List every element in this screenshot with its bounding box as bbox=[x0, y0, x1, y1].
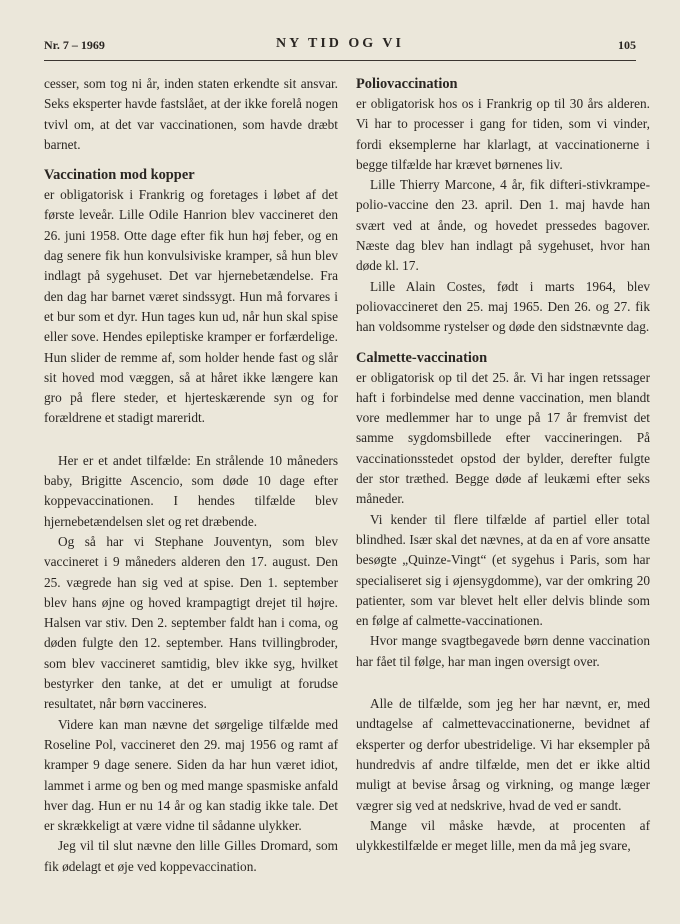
paragraph: Videre kan man nævne det sørgelige tilfælde med Roseline Pol, vaccineret den 29. maj 1956 og ramt af kramper 9 dage senere. Siden da har hun været idiot, lammet i arme og ben og med mange spasmiske anfald hver dag. Hun er nu 14 år og kan stadig ikke tale. Det er skrækkeligt at være vidne til sådanne ulykker. bbox=[44, 716, 338, 834]
left-column bbox=[44, 74, 338, 877]
paragraph: Lille Alain Costes, født i marts 1964, blev poliovaccineret den 25. maj 1965. Den 26. og 27. fik han voldsomme rystelser og døde den sidstnævnte dag. bbox=[356, 278, 650, 335]
paragraph: Alle de tilfælde, som jeg her har nævnt, er, med undtagelse af calmettevaccinationerne, bevidnet af eksperter og derfor ubestridelige. Vi har eksempler på hundredvis af andre tilfælde, men det er ikke altid muligt at bevise årsag og virkning, og mange læger vægrer sig ved at nedskrive, hvad de ved er sandt. bbox=[356, 696, 650, 813]
running-header bbox=[44, 34, 636, 54]
section-heading: Vaccination mod kopper bbox=[44, 167, 195, 184]
right-column bbox=[356, 74, 650, 856]
issue-number: Nr. 7 – 1969 bbox=[44, 38, 105, 52]
magazine-title: NY TID OG VI bbox=[276, 36, 404, 51]
paragraph: Hvor mange svagtbegavede børn denne vaccination har fået til følge, har man ingen oversigt over. bbox=[356, 633, 650, 669]
paragraph: cesser, som tog ni år, inden staten erkendte sit ansvar. Seks eksperter havde fastslået, at der ikke forelå nogen tvivl om, at det var vaccinationen, som havde dræbt barnet. bbox=[44, 76, 338, 152]
paragraph: er obligatorisk op til det 25. år. Vi har ingen retssager haft i forbindelse med denne vaccination, men blandt vore medlemmer har to unge på 17 år fremvist det samme sygdomsbillede efter vaccineringen. På vaccinationsstedet opstod der bylder, derefter fulgte der stor træthed. Begge døde af leukæmi efter seks måneder. bbox=[356, 369, 650, 507]
paragraph: Jeg vil til slut nævne den lille Gilles Dromard, som fik ødelagt et øje ved koppevaccination. bbox=[44, 838, 338, 874]
paragraph: Vi kender til flere tilfælde af partiel eller total blindhed. Især skal det nævnes, at da en af vore ansatte besøgte „Quinze-Vingt“ (et sygehus i Paris, som har specialiseret sig i øjensygdomme), var der omkring 20 patienter, som var blevet helt eller delvis blinde som en følge af calmette-vaccinationen. bbox=[356, 511, 650, 629]
header-rule bbox=[44, 60, 636, 61]
paragraph: Lille Thierry Marcone, 4 år, fik difteri-stivkrampe-polio-vaccine den 23. april. Den 1. maj havde han svært ved at ånde, og hovedet pressedes bagover. Næste dag blev han indlagt på sygehuset, hvor han døde kl. 17. bbox=[356, 177, 650, 274]
paragraph: Mange vil måske hævde, at procenten af ulykkestilfælde er meget lille, men da må jeg svare, bbox=[356, 817, 650, 854]
paragraph: Og så har vi Stephane Jouventyn, som blev vaccineret i 9 måneders alderen den 17. august. Den 25. vægrede han sig ved at spise. Den 1. september blev hans øjne og hoved krampagtigt drejet til højre. Halsen var stiv. Den 2. september faldt han i coma, og døden fulgte den 12. september. Hans tvillingbroder, som blev vaccineret samtidig, blev ikke syg, hvilket bestyrker den tanke, at det er umuligt at forudse resultatet, når børn vaccineres. bbox=[44, 533, 338, 712]
section-heading: Calmette-vaccination bbox=[356, 349, 488, 366]
paragraph: er obligatorisk i Frankrig og foretages i løbet af det første leveår. Lille Odile Hanrion blev vaccineret den 26. juni 1958. Otte dage efter fik hun høj feber, og en dag senere fik hun konvulsiviske kramper, så hun blev indlagt på sygehuset. Det var hjernebetændelse. Fra den dag har barnet været sindssygt. Hun må forvares i et bur som et dyr. Hun tages kun ud, når hun skal spise eller sove. Hendes epileptiske kramper er forfærdelige. Hun slider de remme af, som holder hende fast og slår sit hoved mod væggen, så at håret ikke længere kan gro på flere steder, et hjerteskærende syn og for forældrene et stadigt mareridt. bbox=[44, 187, 338, 426]
section-heading: Poliovaccination bbox=[356, 76, 458, 92]
page-number: 105 bbox=[618, 38, 636, 52]
paragraph: Her er et andet tilfælde: En strålende 10 måneders baby, Brigitte Ascencio, som døde 10 dage efter koppevaccinationen. I hendes tilfælde blev hjernebetændelsen slet og ret dræbende. bbox=[44, 452, 338, 529]
paragraph: er obligatorisk hos os i Frankrig op til 30 års alderen. Vi har to processer i gang for tiden, som vi vinder, fordi eksemplerne har klarlagt, at vaccinationerne i begge tilfælde har krævet børnenes liv. bbox=[356, 96, 650, 172]
